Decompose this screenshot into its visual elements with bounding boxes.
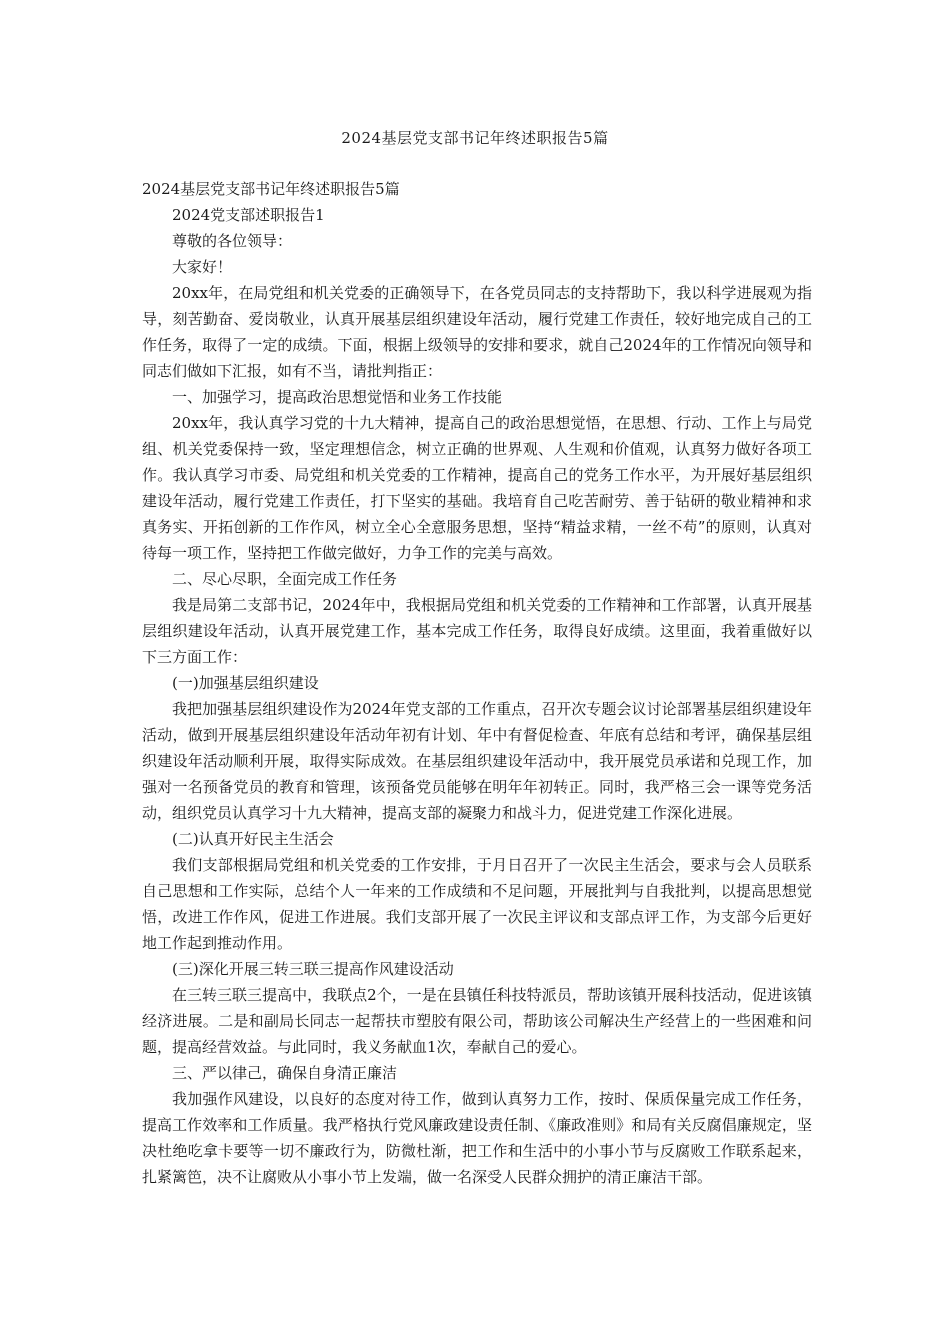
document-title: 2024基层党支部书记年终述职报告5篇 [341, 129, 609, 147]
subsection-heading-2: (二)认真开好民主生活会 [172, 830, 334, 848]
paragraph-subsection-1: 我把加强基层组织建设作为2024年党支部的工作重点，召开次专题会议讨论部署基层组织建设年活动，做到开展基层组织建设年活动年初有计划、年中有督促检查、年底有总结和考评，确保基层组织建设年活动顺利开展，取得实际成效。在基层组织建设年活动中，我开展党员承诺和兑现工作，加强对一名预备党员的教育和管理，该预备党员能够在明年年初转正。同时，我严格三会一课等党务活动，组织党员认真学习十九大精神，提高支部的凝聚力和战斗力，促进党建工作深化进展。 [142, 700, 812, 822]
document-subtitle: 2024基层党支部书记年终述职报告5篇 [142, 180, 400, 198]
document-body [142, 176, 812, 1190]
greeting: 大家好！ [172, 258, 233, 276]
report-heading: 2024党支部述职报告1 [172, 206, 325, 224]
subsection-heading-1: (一)加强基层组织建设 [172, 674, 319, 692]
paragraph-subsection-3: 在三转三联三提高中，我联点2个，一是在县镇任科技特派员，帮助该镇开展科技活动，促进该镇经济进展。二是和副局长同志一起帮扶市塑胶有限公司，帮助该公司解决生产经营上的一些困难和问题，提高经营效益。与此同时，我义务献血1次，奉献自己的爱心。 [142, 986, 812, 1056]
paragraph-section-2: 我是局第二支部书记，2024年中，我根据局党组和机关党委的工作精神和工作部署，认真开展基层组织建设年活动，认真开展党建工作，基本完成工作任务，取得良好成绩。这里面，我着重做好以下三方面工作： [142, 596, 812, 666]
paragraph-section-3: 我加强作风建设，以良好的态度对待工作，做到认真努力工作，按时、保质保量完成工作任务，提高工作效率和工作质量。我严格执行党风廉政建设责任制、《廉政准则》和局有关反腐倡廉规定，坚决杜绝吃拿卡要等一切不廉政行为，防微杜渐，把工作和生活中的小事小节与反腐败工作联系起来，扎紧篱笆，决不让腐败从小事小节上发端，做一名深受人民群众拥护的清正廉洁干部。 [142, 1090, 812, 1186]
subsection-heading-3: (三)深化开展三转三联三提高作风建设活动 [172, 960, 454, 978]
paragraph-intro: 20xx年，在局党组和机关党委的正确领导下，在各党员同志的支持帮助下，我以科学进展观为指导，刻苦勤奋、爱岗敬业，认真开展基层组织建设年活动，履行党建工作责任，较好地完成自己的工作任务，取得了一定的成绩。下面，根据上级领导的安排和要求，就自己2024年的工作情况向领导和同志们做如下汇报，如有不当，请批判指正： [142, 284, 812, 380]
paragraph-section-1: 20xx年，我认真学习党的十九大精神，提高自己的政治思想觉悟，在思想、行动、工作上与局党组、机关党委保持一致，坚定理想信念，树立正确的世界观、人生观和价值观，认真努力做好各项工作。我认真学习市委、局党组和机关党委的工作精神，提高自己的党务工作水平，为开展好基层组织建设年活动，履行党建工作责任，打下坚实的基础。我培育自己吃苦耐劳、善于钻研的敬业精神和求真务实、开拓创新的工作作风，树立全心全意服务思想，坚持“精益求精，一丝不苟”的原则，认真对待每一项工作，坚持把工作做完做好，力争工作的完美与高效。 [142, 414, 812, 562]
section-heading-1: 一、加强学习，提高政治思想觉悟和业务工作技能 [172, 388, 503, 406]
section-heading-2: 二、尽心尽职，全面完成工作任务 [172, 570, 398, 588]
salutation: 尊敬的各位领导： [172, 232, 293, 250]
paragraph-subsection-2: 我们支部根据局党组和机关党委的工作安排，于月日召开了一次民主生活会，要求与会人员联系自己思想和工作实际，总结个人一年来的工作成绩和不足问题，开展批判与自我批判，以提高思想觉悟，改进工作作风，促进工作进展。我们支部开展了一次民主评议和支部点评工作，为支部今后更好地工作起到推动作用。 [142, 856, 812, 952]
section-heading-3: 三、严以律己，确保自身清正廉洁 [172, 1064, 398, 1082]
